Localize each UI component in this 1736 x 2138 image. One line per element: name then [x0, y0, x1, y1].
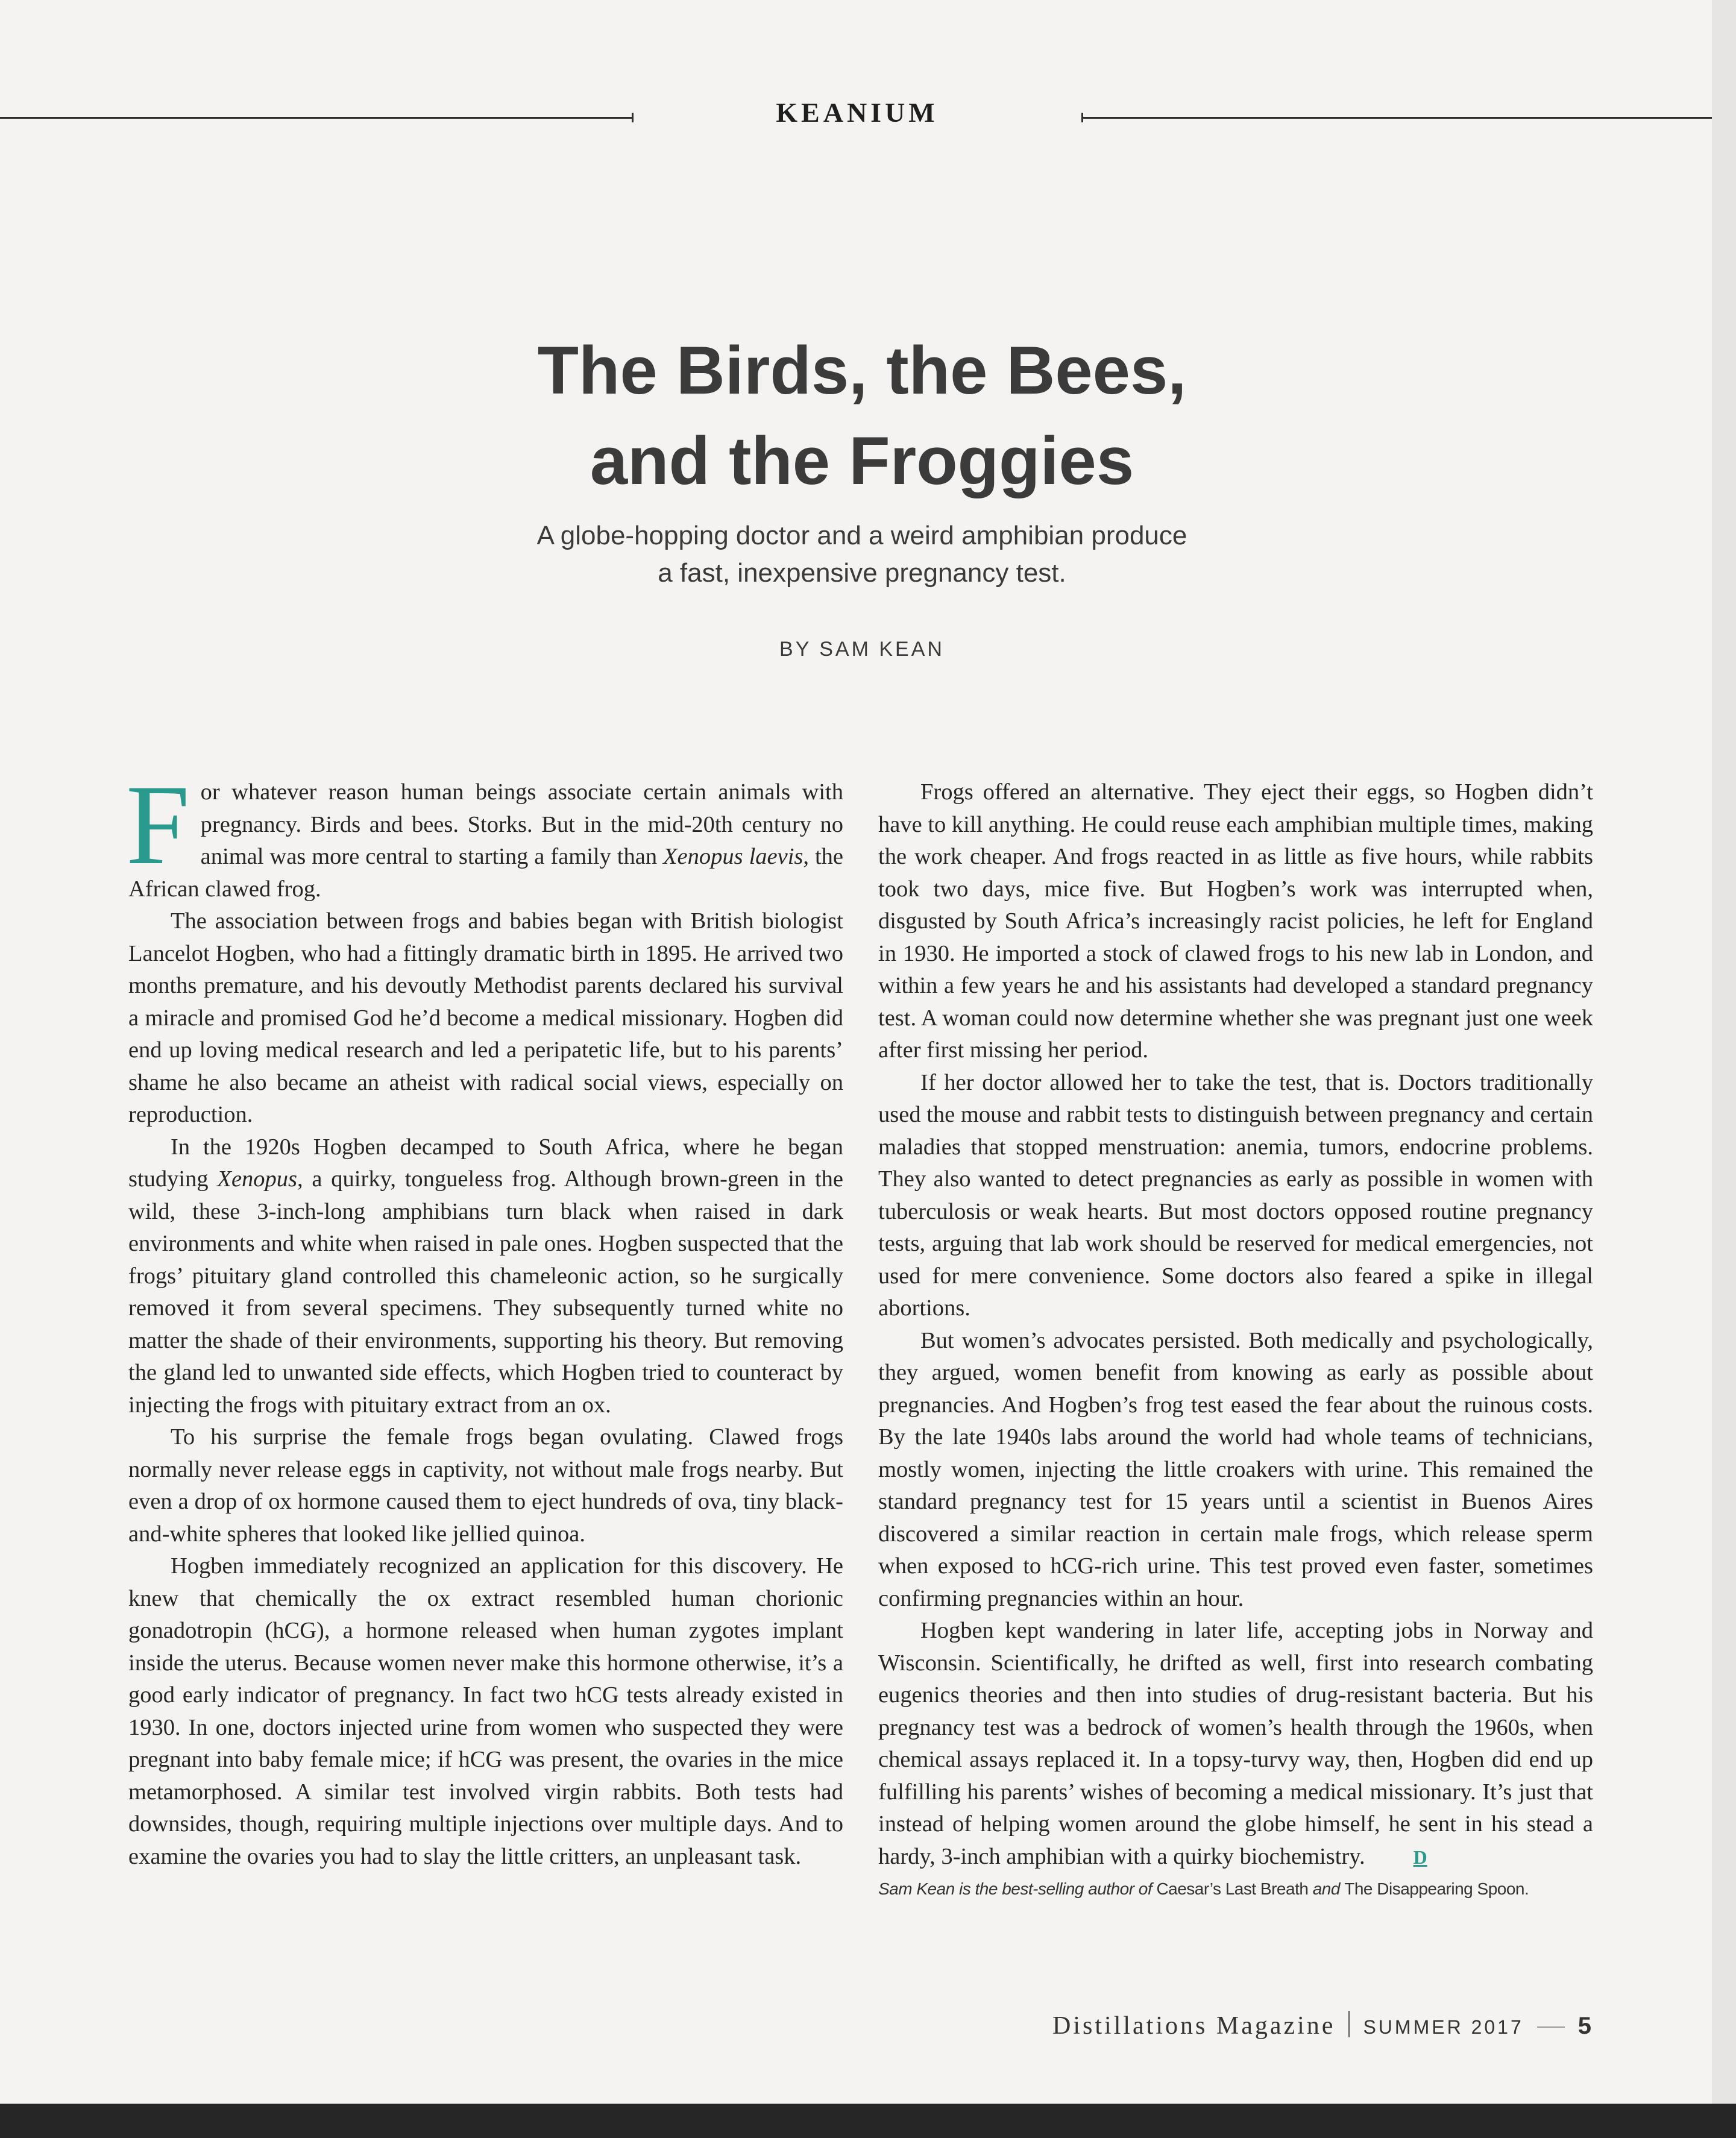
end-mark-icon: D	[1413, 1846, 1427, 1868]
section-label: KEANIUM	[776, 97, 939, 128]
header-rule-right	[1081, 117, 1712, 119]
header-rule-tick-right	[1081, 113, 1083, 122]
genus-name: Xenopus	[217, 1166, 298, 1192]
title-line-1: The Birds, the Bees,	[537, 333, 1187, 408]
drop-cap: F	[126, 762, 190, 888]
article-column-left	[126, 762, 843, 1873]
scan-bottom-edge	[0, 2104, 1736, 2138]
paragraph-9	[878, 1615, 1593, 1873]
paragraph-8: But women’s advocates persisted. Both medically and psychologically, they argued, women benefit from knowing as early as possible about pregnancies. And Hogben’s frog test eased the fear about the ruinous costs. By the late 1940s labs around the world had whole teams of technicians, mostly women, injecting the little croakers with urine. This remained the standard pregnancy test for 15 years until a scientist in Buenos Aires discovered a similar reaction in certain male frogs, which release sperm when exposed to hCG-rich urine. This test proved even faster, sometimes confirming pregnancies within an hour.	[878, 1327, 1593, 1611]
bio-text-end: .	[1524, 1879, 1529, 1898]
page-edge	[1712, 0, 1736, 2138]
species-name: Xenopus laevis	[663, 844, 804, 869]
subtitle-line-2: a fast, inexpensive pregnancy test.	[658, 558, 1066, 588]
footer-magazine: Distillations Magazine	[1052, 2012, 1336, 2040]
bio-text-mid: and	[1308, 1879, 1345, 1898]
paragraph-1	[126, 762, 843, 905]
article-title	[181, 325, 1543, 506]
footer-separator	[1348, 2011, 1350, 2037]
paragraph-4: To his surprise the female frogs began ovulating. Clawed frogs normally never release eggs in captivity, not without male frogs nearby. But even a drop of ox hormone caused them to eject hundreds of ova, tiny black-and-white spheres that looked like jellied quinoa.	[128, 1424, 843, 1547]
article-subtitle	[301, 517, 1423, 592]
paragraph-1-text-end: , the African clawed frog.	[128, 844, 843, 902]
paragraph-3-text-end: , a quirky, tongueless frog. Although brown-green in the wild, these 3-inch-long amphibians turn black when raised in dark environments and white when raised in pale ones. Hogben suspected that the frogs’ pituitary gland controlled this chameleonic action, so he surgically removed it from several specimens. They subsequently turned white no matter the shade of their environments, supporting his theory. But removing the gland led to unwanted side effects, which Hogben tried to counteract by injecting the frogs with pituitary extract from an ox.	[128, 1166, 843, 1418]
paragraph-5: Hogben immediately recognized an application for this discovery. He knew that chemically the ox extract resembled human chorionic gonadotropin (hCG), a hormone released when human zygotes implant inside the uterus. Because women never make this hormone otherwise, it’s a good early indicator of pregnancy. In fact two hCG tests already existed in 1930. In one, doctors injected urine from women who suspected they were pregnant into baby female mice; if hCG was present, the ovaries in the mice metamorphosed. A similar test involved virgin rabbits. Both tests had downsides, though, requiring multiple injections over multiple days. And to examine the ovaries you had to slay the little critters, an unpleasant task.	[128, 1553, 843, 1869]
subtitle-line-1: A globe-hopping doctor and a weird amphibian produce	[536, 521, 1187, 550]
article-column-right	[878, 776, 1593, 1901]
page-footer	[964, 2011, 1591, 2040]
bio-book-1: Caesar’s Last Breath	[1156, 1879, 1309, 1898]
bio-text: Sam Kean is the best-selling author of	[878, 1879, 1157, 1898]
paragraph-9-text: Hogben kept wandering in later life, accepting jobs in Norway and Wisconsin. Scientifically, he drifted as well, first into research combating eugenics theories and then into studies of drug-resistant bacteria. But his pregnancy test was a bedrock of women’s health through the 1960s, when chemical assays replaced it. In a topsy-turvy way, then, Hogben did end up fulfilling his parents’ wishes of becoming a medical missionary. It’s just that instead of helping women around the globe himself, he sent in his stead a hardy, 3-inch amphibian with a quirky biochemistry.	[878, 1618, 1593, 1869]
paragraph-6: Frogs offered an alternative. They eject their eggs, so Hogben didn’t have to kill anything. He could reuse each amphibian multiple times, making the work cheaper. And frogs reacted in as little as five hours, while rabbits took two days, mice five. But Hogben’s work was interrupted when, disgusted by South Africa’s increasingly racist policies, he left for England in 1930. He imported a stock of clawed frogs to his new lab in London, and within a few years he and his assistants had developed a standard pregnancy test. A woman could now determine whether she was pregnant just one week after first missing her period.	[878, 779, 1593, 1063]
paragraph-2: The association between frogs and babies began with British biologist Lancelot Hogben, who had a fittingly dramatic birth in 1895. He arrived two months premature, and his devoutly Methodist parents declared his survival a miracle and promised God he’d become a medical missionary. Hogben did end up loving medical research and led a peripatetic life, but to his parents’ shame he also became an atheist with radical social views, especially on reproduction.	[128, 908, 843, 1127]
paragraph-1-text: or whatever reason human beings associate certain animals with pregnancy. Birds and bees. Storks. But in the mid-20th century no animal was more central to starting a family than	[200, 779, 843, 869]
page-number: 5	[1577, 2013, 1591, 2039]
title-line-2: and the Froggies	[590, 423, 1134, 498]
footer-issue: SUMMER 2017	[1363, 2016, 1524, 2038]
bio-book-2: The Disappearing Spoon	[1344, 1879, 1524, 1898]
paragraph-7: If her doctor allowed her to take the test, that is. Doctors traditionally used the mouse and rabbit tests to distinguish between pregnancy and certain maladies that stopped menstruation: anemia, tumors, endocrine problems. They also wanted to detect pregnancies as early as possible in women with tuberculosis or weak hearts. But most doctors opposed routine pregnancy tests, arguing that lab work should be reserved for medical emergencies, not used for mere convenience. Some doctors also feared a spike in illegal abortions.	[878, 1069, 1593, 1321]
header-rule-left	[0, 117, 633, 119]
byline: BY SAM KEAN	[779, 638, 945, 661]
author-bio	[878, 1877, 1593, 1901]
paragraph-3	[128, 1131, 843, 1422]
footer-rule	[1537, 2026, 1565, 2028]
paragraph-3-text: In the 1920s Hogben decamped to South Africa, where he began studying	[128, 1134, 843, 1192]
